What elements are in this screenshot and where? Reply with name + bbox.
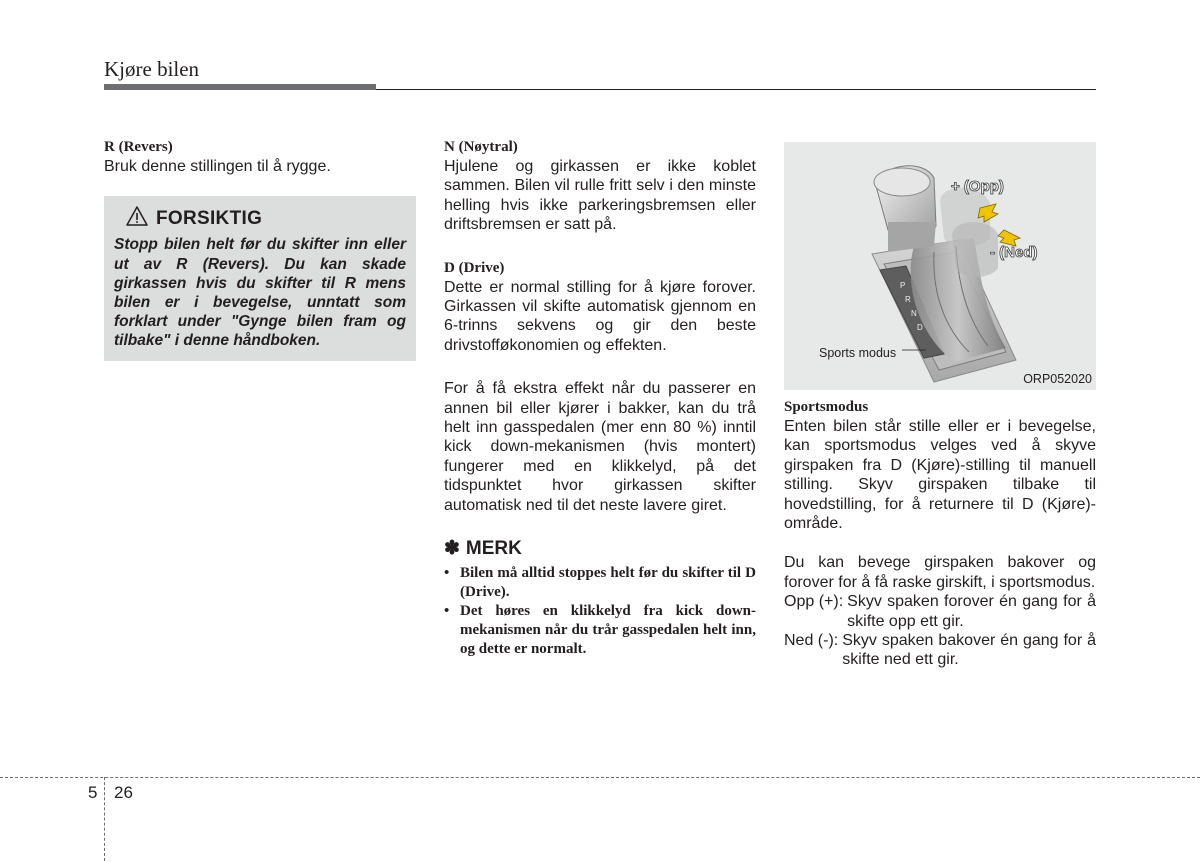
warning-triangle-icon	[126, 206, 148, 231]
section-title-revers: R (Revers)	[104, 139, 173, 155]
column-middle	[444, 138, 756, 659]
list-item: • Det høres en klikkelyd fra kick down-mekanismen når du trår gasspedalen helt inn, og dette er normalt.	[444, 602, 756, 659]
gate-letter-d: D	[917, 323, 923, 332]
sports-mode-label: Sports modus	[819, 346, 897, 360]
caution-title: FORSIKTIG	[156, 207, 263, 229]
section-title-sportsmodus: Sportsmodus	[784, 399, 869, 415]
asterisk-icon: ✽	[444, 538, 460, 560]
note-header	[444, 537, 756, 560]
section-title-drive: D (Drive)	[444, 259, 505, 276]
caution-text: Stopp bilen helt før du skifter inn eller ut av R (Revers). Du kan skade girkassen hvis du skifter til R mens bilen er i bevegelse, unntatt som forklart under "Gynge bilen fram og tilbake" i denne håndboken.	[114, 236, 406, 350]
chapter-number: 5	[88, 783, 98, 802]
definition-term-ned: Ned (-):	[784, 632, 839, 650]
drive-text: Dette er normal stilling for å kjøre forover. Girkassen vil skifte automatisk gjennom en 6-trinns sekvens og gir den beste drivstofføkonomien og effekten.	[444, 278, 756, 354]
gate-letter-r: R	[905, 295, 911, 304]
definition-desc-ned: Skyv spaken bakover én gang for å skifte ned ett gir.	[842, 632, 1096, 669]
note-list	[444, 564, 756, 659]
shift-up-label: + (Opp)	[951, 178, 1004, 195]
gate-letter-n: N	[911, 309, 917, 318]
definition-ned	[784, 631, 1096, 670]
sportsmodus-text-1: Enten bilen står stille eller er i bevegelse, kan sportsmodus velges ved å skyve girspaken fra D (Kjøre)-stilling til manuell stilling. Skyv girspaken tilbake til hovedstilling, for å returnere til D (Kjøre)-område.	[784, 418, 1096, 533]
list-item: • Bilen må alltid stoppes helt før du skifter til D (Drive).	[444, 564, 756, 602]
section-title-noytral: N (Nøytral)	[444, 139, 518, 155]
gate-letter-p: P	[900, 281, 906, 290]
note-title: MERK	[465, 537, 522, 559]
header-rule-accent	[104, 84, 376, 90]
sportsmodus-text-2: Du kan bevege girspaken bakover og forover for å få raske girskift, i sportsmodus.	[784, 554, 1096, 591]
definition-term-opp: Opp (+):	[784, 593, 844, 611]
shift-down-label: - (Ned)	[990, 244, 1038, 261]
caution-box	[104, 196, 416, 360]
column-left	[104, 138, 416, 361]
footer-rule	[0, 777, 1200, 778]
caution-header	[126, 206, 406, 231]
page-number: 26	[114, 783, 133, 802]
kickdown-text: For å få ekstra effekt når du passerer en annen bil eller kjører i bakker, kan du trå helt inn gasspedalen (mer enn 80 %) inntil kick down-mekanismen (hvis montert) fungerer med en klikkelyd, på det tidspunktet hvor girkassen skifter automatisk ned til det neste lavere giret.	[444, 380, 756, 514]
definition-desc-opp: Skyv spaken forover én gang for å skifte opp ett gir.	[847, 593, 1096, 630]
chapter-title: Kjøre bilen	[104, 57, 200, 81]
gear-shift-figure	[784, 142, 1096, 390]
figure-code: ORP052020	[1023, 372, 1092, 386]
noytral-text: Hjulene og girkassen er ikke koblet sammen. Bilen vil rulle fritt selv i den minste helling hvis ikke parkeringsbremsen eller driftsbremsen er satt på.	[444, 158, 756, 234]
definition-opp	[784, 592, 1096, 631]
revers-text: Bruk denne stillingen til å rygge.	[104, 158, 331, 175]
footer-divider	[104, 777, 105, 861]
column-right	[784, 142, 1096, 670]
